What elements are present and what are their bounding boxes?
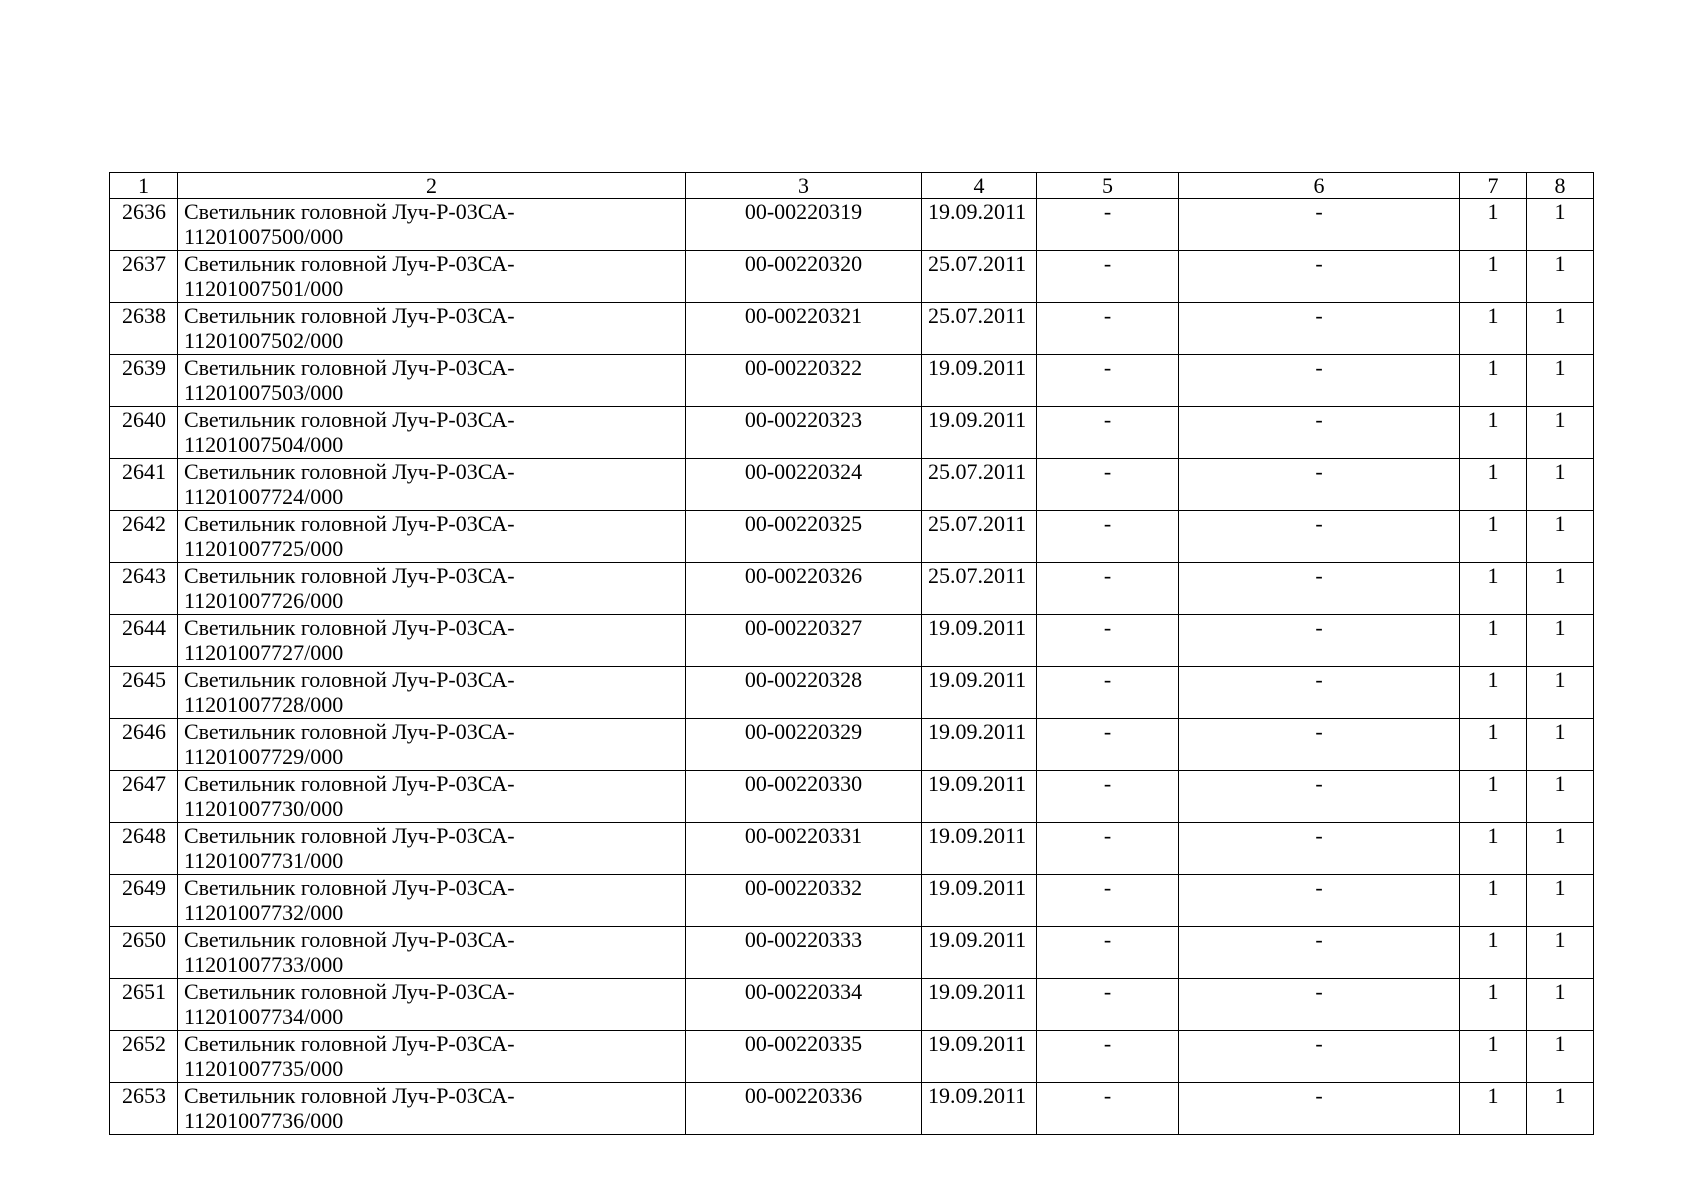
column-8-cell: 1 [1527, 719, 1594, 771]
item-name-line: Светильник головной Луч-Р-03СА- [184, 199, 515, 224]
inventory-code-cell: 00-00220322 [686, 355, 922, 407]
column-8-cell: 1 [1527, 771, 1594, 823]
column-8-cell: 1 [1527, 1083, 1594, 1135]
table-row [110, 823, 1594, 875]
date-cell: 19.09.2011 [922, 927, 1037, 979]
item-name-cell [178, 511, 686, 563]
item-serial-line: 11201007728/000 [184, 692, 344, 717]
table-row [110, 979, 1594, 1031]
column-5-cell: - [1037, 719, 1179, 771]
column-6-cell: - [1179, 823, 1460, 875]
item-name-cell [178, 355, 686, 407]
item-name-cell [178, 875, 686, 927]
column-5-cell: - [1037, 563, 1179, 615]
column-6-cell: - [1179, 407, 1460, 459]
item-name-cell [178, 563, 686, 615]
item-serial-line: 11201007724/000 [184, 484, 344, 509]
column-6-cell: - [1179, 199, 1460, 251]
item-name-line: Светильник головной Луч-Р-03СА- [184, 927, 515, 952]
column-header: 8 [1527, 173, 1594, 199]
column-6-cell: - [1179, 303, 1460, 355]
column-header: 4 [922, 173, 1037, 199]
column-7-cell: 1 [1460, 667, 1527, 719]
item-name-line: Светильник головной Луч-Р-03СА- [184, 459, 515, 484]
item-name-cell [178, 667, 686, 719]
column-7-cell: 1 [1460, 1031, 1527, 1083]
column-6-cell: - [1179, 563, 1460, 615]
inventory-code-cell: 00-00220329 [686, 719, 922, 771]
row-number-cell: 2652 [110, 1031, 178, 1083]
item-name-cell [178, 251, 686, 303]
column-7-cell: 1 [1460, 511, 1527, 563]
table-row [110, 199, 1594, 251]
row-number-cell: 2636 [110, 199, 178, 251]
inventory-code-cell: 00-00220323 [686, 407, 922, 459]
item-name-line: Светильник головной Луч-Р-03СА- [184, 251, 515, 276]
item-name-line: Светильник головной Луч-Р-03СА- [184, 355, 515, 380]
item-name-cell [178, 927, 686, 979]
column-8-cell: 1 [1527, 407, 1594, 459]
table-row [110, 615, 1594, 667]
date-cell: 25.07.2011 [922, 459, 1037, 511]
column-8-cell: 1 [1527, 251, 1594, 303]
inventory-code-cell: 00-00220333 [686, 927, 922, 979]
table-row [110, 355, 1594, 407]
inventory-code-cell: 00-00220334 [686, 979, 922, 1031]
item-serial-line: 11201007732/000 [184, 900, 344, 925]
inventory-code-cell: 00-00220331 [686, 823, 922, 875]
column-7-cell: 1 [1460, 823, 1527, 875]
inventory-code-cell: 00-00220325 [686, 511, 922, 563]
column-5-cell: - [1037, 303, 1179, 355]
table-row [110, 511, 1594, 563]
column-7-cell: 1 [1460, 771, 1527, 823]
date-cell: 19.09.2011 [922, 719, 1037, 771]
column-5-cell: - [1037, 251, 1179, 303]
column-6-cell: - [1179, 1031, 1460, 1083]
row-number-cell: 2641 [110, 459, 178, 511]
inventory-table [109, 172, 1594, 1135]
date-cell: 19.09.2011 [922, 875, 1037, 927]
item-name-cell [178, 303, 686, 355]
item-name-cell [178, 771, 686, 823]
column-5-cell: - [1037, 1031, 1179, 1083]
inventory-code-cell: 00-00220335 [686, 1031, 922, 1083]
column-8-cell: 1 [1527, 511, 1594, 563]
date-cell: 19.09.2011 [922, 199, 1037, 251]
inventory-code-cell: 00-00220321 [686, 303, 922, 355]
inventory-code-cell: 00-00220326 [686, 563, 922, 615]
column-header: 5 [1037, 173, 1179, 199]
item-name-line: Светильник головной Луч-Р-03СА- [184, 1031, 515, 1056]
column-8-cell: 1 [1527, 823, 1594, 875]
column-5-cell: - [1037, 355, 1179, 407]
column-7-cell: 1 [1460, 459, 1527, 511]
column-5-cell: - [1037, 407, 1179, 459]
item-name-cell [178, 1031, 686, 1083]
column-5-cell: - [1037, 771, 1179, 823]
item-serial-line: 11201007731/000 [184, 848, 344, 873]
inventory-code-cell: 00-00220324 [686, 459, 922, 511]
item-serial-line: 11201007503/000 [184, 380, 344, 405]
item-serial-line: 11201007501/000 [184, 276, 344, 301]
column-7-cell: 1 [1460, 355, 1527, 407]
item-name-line: Светильник головной Луч-Р-03СА- [184, 1083, 515, 1108]
item-name-cell [178, 719, 686, 771]
date-cell: 19.09.2011 [922, 407, 1037, 459]
inventory-code-cell: 00-00220332 [686, 875, 922, 927]
row-number-cell: 2643 [110, 563, 178, 615]
row-number-cell: 2647 [110, 771, 178, 823]
column-7-cell: 1 [1460, 407, 1527, 459]
date-cell: 19.09.2011 [922, 615, 1037, 667]
table-row [110, 251, 1594, 303]
column-8-cell: 1 [1527, 459, 1594, 511]
item-name-line: Светильник головной Луч-Р-03СА- [184, 771, 515, 796]
inventory-code-cell: 00-00220330 [686, 771, 922, 823]
date-cell: 19.09.2011 [922, 355, 1037, 407]
table-row [110, 563, 1594, 615]
column-header: 2 [178, 173, 686, 199]
item-name-line: Светильник головной Луч-Р-03СА- [184, 823, 515, 848]
column-6-cell: - [1179, 875, 1460, 927]
item-name-cell [178, 459, 686, 511]
column-6-cell: - [1179, 615, 1460, 667]
row-number-cell: 2645 [110, 667, 178, 719]
row-number-cell: 2648 [110, 823, 178, 875]
column-6-cell: - [1179, 511, 1460, 563]
item-name-cell [178, 615, 686, 667]
date-cell: 19.09.2011 [922, 667, 1037, 719]
column-6-cell: - [1179, 719, 1460, 771]
inventory-code-cell: 00-00220320 [686, 251, 922, 303]
row-number-cell: 2650 [110, 927, 178, 979]
row-number-cell: 2637 [110, 251, 178, 303]
column-8-cell: 1 [1527, 667, 1594, 719]
column-8-cell: 1 [1527, 355, 1594, 407]
column-7-cell: 1 [1460, 719, 1527, 771]
column-6-cell: - [1179, 1083, 1460, 1135]
row-number-cell: 2640 [110, 407, 178, 459]
item-name-line: Светильник головной Луч-Р-03СА- [184, 719, 515, 744]
column-8-cell: 1 [1527, 875, 1594, 927]
column-6-cell: - [1179, 979, 1460, 1031]
row-number-cell: 2649 [110, 875, 178, 927]
column-5-cell: - [1037, 1083, 1179, 1135]
column-7-cell: 1 [1460, 927, 1527, 979]
table-row [110, 407, 1594, 459]
column-8-cell: 1 [1527, 615, 1594, 667]
date-cell: 25.07.2011 [922, 251, 1037, 303]
date-cell: 19.09.2011 [922, 1083, 1037, 1135]
table-row [110, 1083, 1594, 1135]
column-8-cell: 1 [1527, 927, 1594, 979]
column-header: 6 [1179, 173, 1460, 199]
item-serial-line: 11201007502/000 [184, 328, 344, 353]
column-7-cell: 1 [1460, 251, 1527, 303]
column-6-cell: - [1179, 251, 1460, 303]
item-name-line: Светильник головной Луч-Р-03СА- [184, 615, 515, 640]
row-number-cell: 2638 [110, 303, 178, 355]
table-row [110, 667, 1594, 719]
column-6-cell: - [1179, 927, 1460, 979]
item-serial-line: 11201007729/000 [184, 744, 344, 769]
column-header: 7 [1460, 173, 1527, 199]
column-7-cell: 1 [1460, 615, 1527, 667]
column-7-cell: 1 [1460, 875, 1527, 927]
column-5-cell: - [1037, 875, 1179, 927]
date-cell: 19.09.2011 [922, 979, 1037, 1031]
column-7-cell: 1 [1460, 1083, 1527, 1135]
column-5-cell: - [1037, 511, 1179, 563]
column-6-cell: - [1179, 355, 1460, 407]
item-serial-line: 11201007504/000 [184, 432, 344, 457]
date-cell: 25.07.2011 [922, 303, 1037, 355]
table-row [110, 719, 1594, 771]
item-name-cell [178, 199, 686, 251]
table-row [110, 459, 1594, 511]
row-number-cell: 2653 [110, 1083, 178, 1135]
row-number-cell: 2651 [110, 979, 178, 1031]
inventory-code-cell: 00-00220319 [686, 199, 922, 251]
row-number-cell: 2646 [110, 719, 178, 771]
column-6-cell: - [1179, 459, 1460, 511]
column-5-cell: - [1037, 979, 1179, 1031]
item-serial-line: 11201007725/000 [184, 536, 344, 561]
table-row [110, 927, 1594, 979]
table-row [110, 303, 1594, 355]
item-serial-line: 11201007726/000 [184, 588, 344, 613]
table-row [110, 1031, 1594, 1083]
column-5-cell: - [1037, 459, 1179, 511]
item-name-cell [178, 979, 686, 1031]
item-serial-line: 11201007735/000 [184, 1056, 344, 1081]
column-8-cell: 1 [1527, 979, 1594, 1031]
item-serial-line: 11201007727/000 [184, 640, 344, 665]
column-6-cell: - [1179, 771, 1460, 823]
column-8-cell: 1 [1527, 563, 1594, 615]
item-serial-line: 11201007730/000 [184, 796, 344, 821]
column-5-cell: - [1037, 199, 1179, 251]
item-name-cell [178, 1083, 686, 1135]
inventory-code-cell: 00-00220327 [686, 615, 922, 667]
item-name-line: Светильник головной Луч-Р-03СА- [184, 511, 515, 536]
row-number-cell: 2639 [110, 355, 178, 407]
date-cell: 19.09.2011 [922, 1031, 1037, 1083]
table-row [110, 771, 1594, 823]
column-5-cell: - [1037, 927, 1179, 979]
column-8-cell: 1 [1527, 1031, 1594, 1083]
column-8-cell: 1 [1527, 199, 1594, 251]
column-7-cell: 1 [1460, 199, 1527, 251]
item-name-cell [178, 823, 686, 875]
column-5-cell: - [1037, 615, 1179, 667]
column-header: 3 [686, 173, 922, 199]
item-name-line: Светильник головной Луч-Р-03СА- [184, 979, 515, 1004]
inventory-code-cell: 00-00220336 [686, 1083, 922, 1135]
item-serial-line: 11201007733/000 [184, 952, 344, 977]
column-5-cell: - [1037, 823, 1179, 875]
table-body [110, 199, 1594, 1135]
column-7-cell: 1 [1460, 563, 1527, 615]
column-6-cell: - [1179, 667, 1460, 719]
inventory-code-cell: 00-00220328 [686, 667, 922, 719]
column-header: 1 [110, 173, 178, 199]
column-7-cell: 1 [1460, 303, 1527, 355]
row-number-cell: 2644 [110, 615, 178, 667]
item-serial-line: 11201007734/000 [184, 1004, 344, 1029]
date-cell: 19.09.2011 [922, 823, 1037, 875]
item-name-line: Светильник головной Луч-Р-03СА- [184, 563, 515, 588]
date-cell: 25.07.2011 [922, 563, 1037, 615]
item-serial-line: 11201007500/000 [184, 224, 344, 249]
item-name-line: Светильник головной Луч-Р-03СА- [184, 303, 515, 328]
column-7-cell: 1 [1460, 979, 1527, 1031]
item-name-line: Светильник головной Луч-Р-03СА- [184, 407, 515, 432]
table-row [110, 875, 1594, 927]
column-5-cell: - [1037, 667, 1179, 719]
item-name-line: Светильник головной Луч-Р-03СА- [184, 875, 515, 900]
date-cell: 25.07.2011 [922, 511, 1037, 563]
item-name-line: Светильник головной Луч-Р-03СА- [184, 667, 515, 692]
row-number-cell: 2642 [110, 511, 178, 563]
item-serial-line: 11201007736/000 [184, 1108, 344, 1133]
item-name-cell [178, 407, 686, 459]
column-8-cell: 1 [1527, 303, 1594, 355]
date-cell: 19.09.2011 [922, 771, 1037, 823]
header-row [110, 173, 1594, 199]
